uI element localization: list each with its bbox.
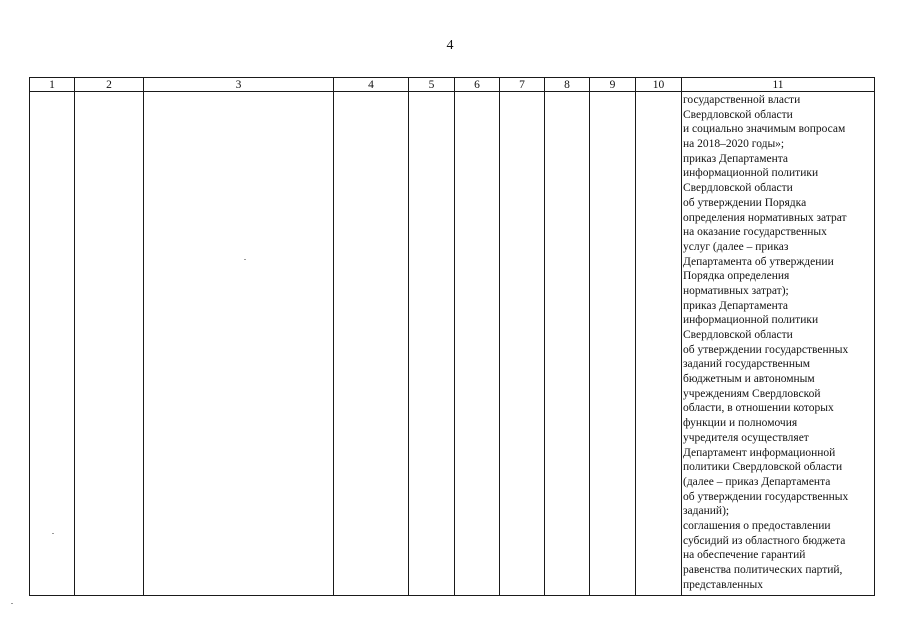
text-line: об утверждении государственных	[683, 343, 849, 356]
column-header-5: 5	[409, 78, 455, 92]
page-number: 4	[446, 38, 454, 53]
text-line: заданий);	[683, 505, 730, 518]
text-line: заданий государственным	[683, 358, 810, 371]
text-line: нормативных затрат);	[683, 284, 789, 297]
text-line: области, в отношении которых	[683, 402, 834, 415]
column-header-4: 4	[334, 78, 409, 92]
text-line: услуг (далее – приказ	[683, 240, 789, 253]
cell-col-8	[545, 92, 590, 596]
column-header-8: 8	[545, 78, 590, 92]
column-header-7: 7	[500, 78, 545, 92]
cell-col-6	[455, 92, 500, 596]
text-line: об утверждении государственных	[683, 490, 849, 503]
column-header-6: 6	[455, 78, 500, 92]
text-line: учреждениям Свердловской	[683, 387, 821, 400]
text-line: информационной политики	[683, 314, 819, 327]
column-header-1: 1	[30, 78, 75, 92]
text-line: равенства политических партий,	[683, 564, 843, 576]
column-header-11: 11	[682, 78, 875, 92]
text-line: на 2018–2020 годы»;	[683, 138, 785, 151]
text-line: Свердловской области	[683, 329, 793, 341]
text-line: Свердловской области	[683, 182, 793, 195]
text-line: политики Свердловской области	[683, 461, 843, 474]
text-line: приказ Департамента	[683, 299, 789, 312]
text-line: функции и полномочия	[683, 417, 798, 430]
text-line: представленных	[683, 578, 763, 591]
column-header-2: 2	[75, 78, 144, 92]
text-line: государственной власти	[683, 94, 801, 106]
text-line: информационной политики	[683, 167, 819, 180]
cell-col-9	[590, 92, 636, 596]
cell-col-4	[334, 92, 409, 596]
cell-col-11-text	[682, 92, 875, 596]
cell-col-3	[144, 92, 334, 596]
scan-speck	[11, 603, 13, 604]
text-line: (далее – приказ Департамента	[683, 475, 831, 488]
scan-speck	[244, 259, 246, 260]
text-line: бюджетным и автономным	[683, 373, 815, 386]
header-row	[30, 78, 875, 92]
cell-col-2	[75, 92, 144, 596]
table-row	[30, 92, 875, 596]
text-line: учредителя осуществляет	[683, 431, 809, 444]
text-line: и социально значимым вопросам	[683, 123, 846, 136]
text-line: на оказание государственных	[683, 226, 827, 239]
column-header-3: 3	[144, 78, 334, 92]
text-line: Свердловской области	[683, 108, 793, 121]
cell-col-5	[409, 92, 455, 596]
text-line: субсидий из областного бюджета	[683, 534, 846, 547]
cell-col-7	[500, 92, 545, 596]
cell-col-1	[30, 92, 75, 596]
text-line: Департамент информационной	[683, 446, 836, 459]
document-table	[29, 77, 875, 596]
text-line: приказ Департамента	[683, 152, 789, 165]
text-line: определения нормативных затрат	[683, 211, 847, 224]
text-line: об утверждении Порядка	[683, 196, 807, 209]
text-line: на обеспечение гарантий	[683, 549, 806, 562]
scan-speck	[52, 533, 54, 534]
column-header-9: 9	[590, 78, 636, 92]
cell-col-10	[636, 92, 682, 596]
text-line: Департамента об утверждении	[683, 255, 834, 268]
text-line: Порядка определения	[683, 270, 790, 283]
text-line: соглашения о предоставлении	[683, 519, 831, 532]
column-header-10: 10	[636, 78, 682, 92]
